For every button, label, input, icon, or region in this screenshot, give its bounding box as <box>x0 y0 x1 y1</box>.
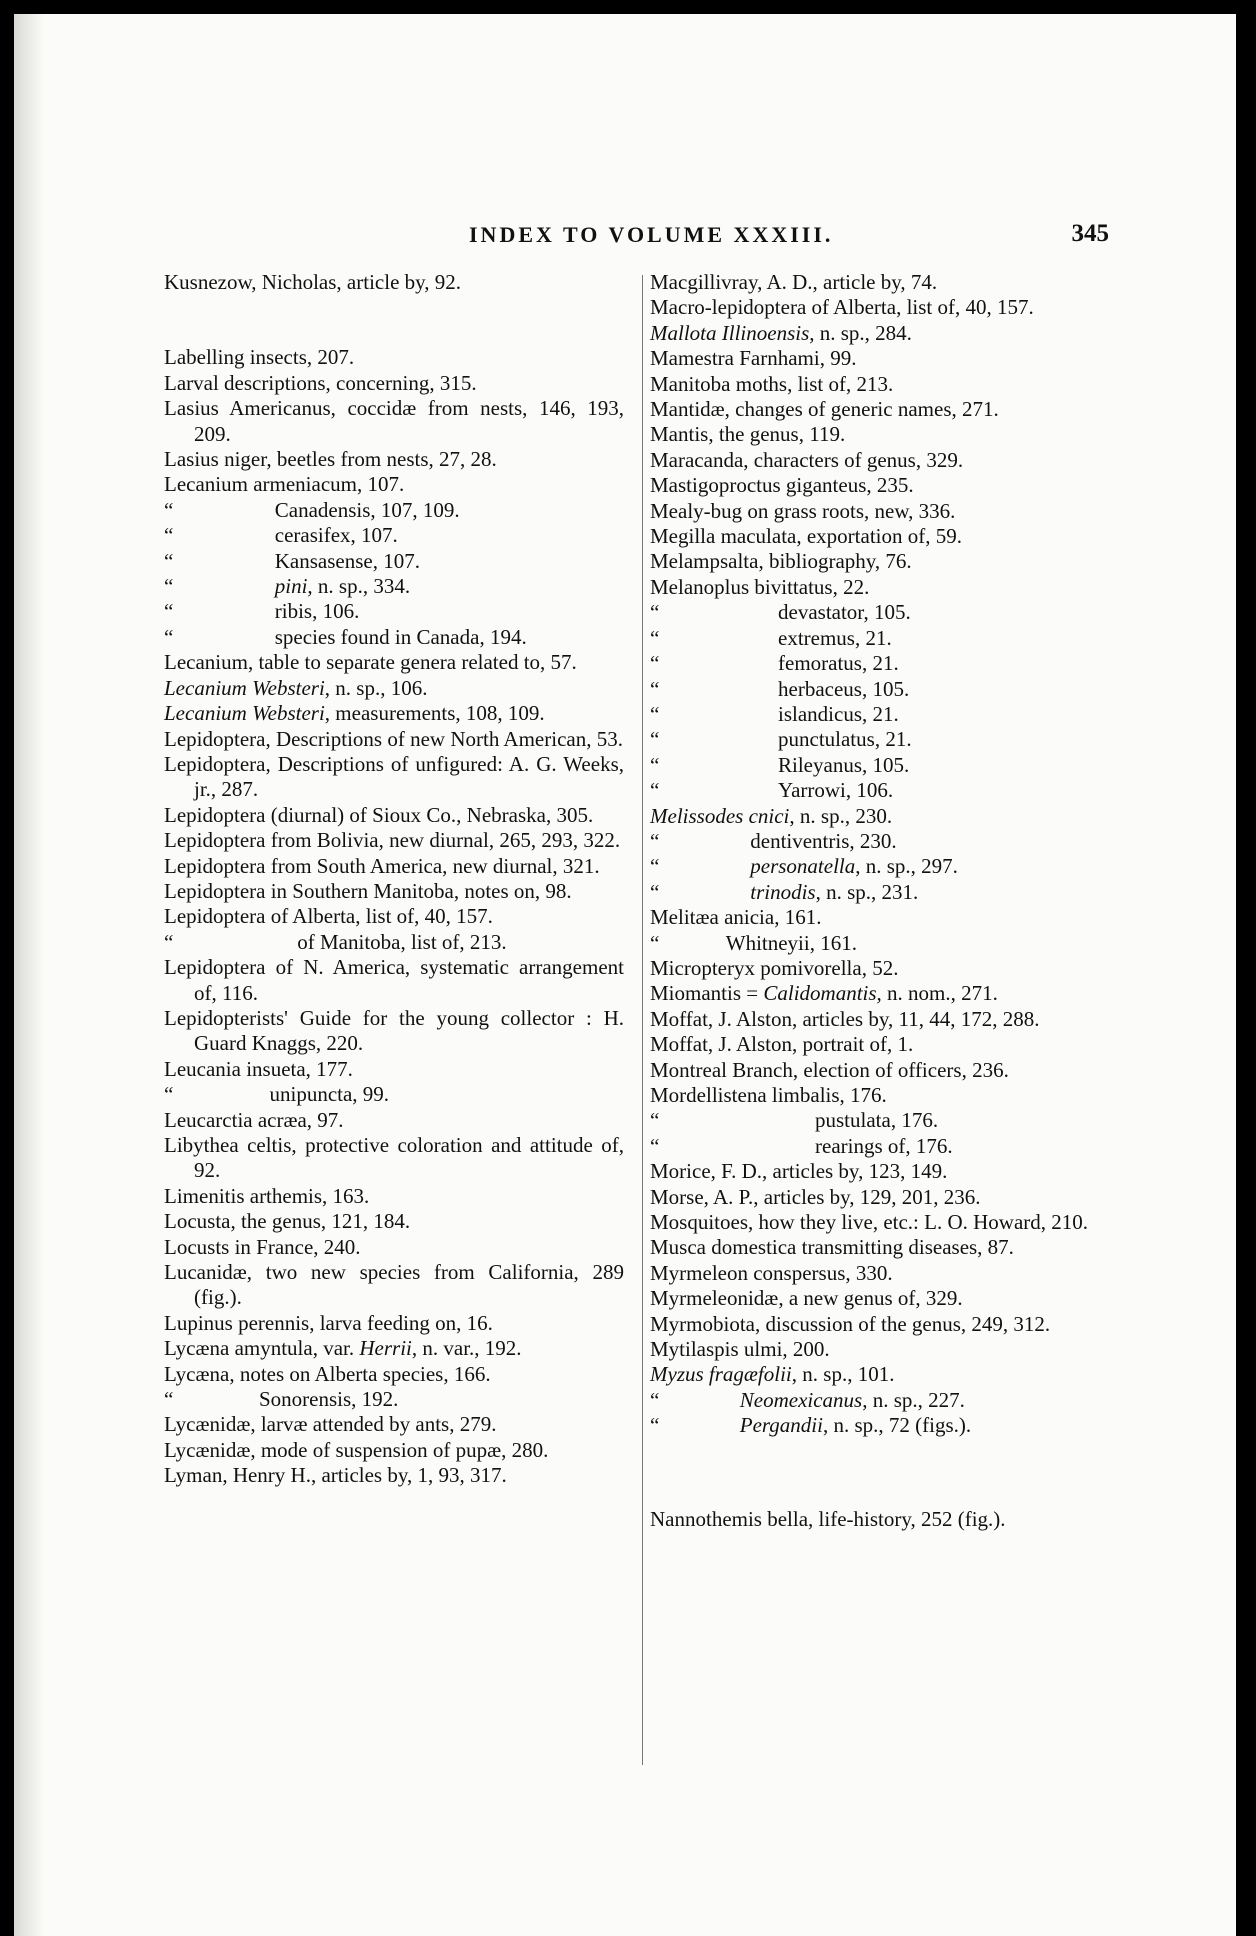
index-entry: Lepidoptera (diurnal) of Sioux Co., Nebraska, 305. <box>164 802 594 827</box>
index-entry: Nannothemis bella, life-history, 252 (fig.). <box>650 1506 1006 1531</box>
index-entry: Lepidoptera from Bolivia, new diurnal, 265, 293, 322. <box>164 828 621 853</box>
column-divider <box>642 275 643 1765</box>
index-subentry: “ trinodis, n. sp., 231. <box>650 879 919 904</box>
index-entry: Locusts in France, 240. <box>164 1234 361 1259</box>
index-subentry: “ of Manitoba, list of, 213. <box>164 929 507 954</box>
index-entry: Lecanium Websteri, n. sp., 106. <box>164 675 428 700</box>
index-entry: Miomantis = Calidomantis, n. nom., 271. <box>650 981 998 1006</box>
index-entry: Lupinus perennis, larva feeding on, 16. <box>164 1310 493 1335</box>
index-subentry: “ femoratus, 21. <box>650 651 899 676</box>
index-entry: Musca domestica transmitting diseases, 87. <box>650 1235 1014 1260</box>
index-entry: Leucania insueta, 177. <box>164 1056 353 1081</box>
index-subentry: “ species found in Canada, 194. <box>164 624 527 649</box>
index-subentry: “ devastator, 105. <box>650 600 911 625</box>
index-subentry: “ ribis, 106. <box>164 599 360 624</box>
index-entry: Lycænidæ, mode of suspension of pupæ, 280. <box>164 1437 549 1462</box>
index-subentry: “ unipuncta, 99. <box>164 1082 390 1107</box>
index-entry: Mamestra Farnhami, 99. <box>650 346 857 371</box>
index-subentry: “ dentiventris, 230. <box>650 828 897 853</box>
index-subentry: “ pini, n. sp., 334. <box>164 574 411 599</box>
index-entry: Lecanium Websteri, measurements, 108, 109. <box>164 701 545 726</box>
index-entry: Lasius Americanus, coccidæ from nests, 146, 193, 209. <box>164 396 624 446</box>
index-subentry: “ Sonorensis, 192. <box>164 1387 399 1412</box>
index-entry: Lepidoptera, Descriptions of unfigured: A. G. Weeks, jr., 287. <box>164 751 624 802</box>
index-subentry: “ herbaceus, 105. <box>650 676 910 701</box>
index-subentry: “ Pergandii, n. sp., 72 (figs.). <box>650 1413 972 1438</box>
index-entry: Myrmeleonidæ, a new genus of, 329. <box>650 1286 963 1311</box>
index-entry: Melampsalta, bibliography, 76. <box>650 549 912 574</box>
index-entry: Moffat, J. Alston, portrait of, 1. <box>650 1032 914 1057</box>
index-subentry: “ rearings of, 176. <box>650 1133 953 1158</box>
index-entry: Lucanidæ, two new species from California, 289 (fig.). <box>164 1260 624 1310</box>
index-entry: Lyman, Henry H., articles by, 1, 93, 317. <box>164 1463 507 1488</box>
left-column <box>164 270 624 1489</box>
index-subentry: “ islandicus, 21. <box>650 701 899 726</box>
index-entry: Mastigoproctus giganteus, 235. <box>650 473 914 498</box>
index-entry: Lecanium, table to separate genera related to, 57. <box>164 650 577 675</box>
index-page <box>14 0 1236 1936</box>
page-number: 345 <box>1071 220 1109 247</box>
index-subentry: “ Rileyanus, 105. <box>650 752 910 777</box>
index-entry: Lepidoptera of Alberta, list of, 40, 157. <box>164 904 493 929</box>
index-entry: Mantidæ, changes of generic names, 271. <box>650 397 999 422</box>
index-entry: Lecanium armeniacum, 107. <box>164 472 405 497</box>
index-entry: Melanoplus bivittatus, 22. <box>650 574 870 599</box>
index-entry: Lepidoptera in Southern Manitoba, notes on, 98. <box>164 878 572 903</box>
page-header <box>179 222 1109 258</box>
running-title: INDEX TO VOLUME XXXIII. <box>469 222 834 247</box>
index-entry: Mallota Illinoensis, n. sp., 284. <box>650 320 912 345</box>
index-subentry: “ extremus, 21. <box>650 625 892 650</box>
index-entry: Mytilaspis ulmi, 200. <box>650 1337 830 1362</box>
index-entry: Macro-lepidoptera of Alberta, list of, 40, 157. <box>650 295 1034 320</box>
index-entry: Myzus fragæfolii, n. sp., 101. <box>650 1362 895 1387</box>
index-subentry: “ personatella, n. sp., 297. <box>650 854 958 879</box>
index-entry: Morse, A. P., articles by, 129, 201, 236. <box>650 1184 981 1209</box>
index-entry: Montreal Branch, election of officers, 236. <box>650 1057 1009 1082</box>
index-entry: Morice, F. D., articles by, 123, 149. <box>650 1159 948 1184</box>
index-subentry: “ Neomexicanus, n. sp., 227. <box>650 1387 965 1412</box>
index-entry: Leucarctia acræa, 97. <box>164 1107 344 1132</box>
index-subentry: “ pustulata, 176. <box>650 1108 939 1133</box>
index-entry: Lepidoptera of N. America, systematic arrangement of, 116. <box>164 955 624 1005</box>
index-entry: Megilla maculata, exportation of, 59. <box>650 524 962 549</box>
index-entry: Mealy-bug on grass roots, new, 336. <box>650 498 956 523</box>
index-entry: Mordellistena limbalis, 176. <box>650 1083 887 1107</box>
index-entry: Melissodes cnici, n. sp., 230. <box>650 803 893 828</box>
index-entry: Mantis, the genus, 119. <box>650 422 846 447</box>
index-entry: Limenitis arthemis, 163. <box>164 1183 370 1208</box>
index-entry: Maracanda, characters of genus, 329. <box>650 447 964 472</box>
index-entry: Manitoba moths, list of, 213. <box>650 371 894 396</box>
index-entry: Lycæna amyntula, var. Herrii, n. var., 192. <box>164 1336 522 1361</box>
index-entry: Lasius niger, beetles from nests, 27, 28. <box>164 447 497 472</box>
index-subentry: “ Kansasense, 107. <box>164 548 420 573</box>
index-subentry: “ punctulatus, 21. <box>650 727 912 752</box>
index-entry: Myrmobiota, discussion of the genus, 249, 312. <box>650 1311 1051 1336</box>
index-entry: Myrmeleon conspersus, 330. <box>650 1260 893 1285</box>
index-subentry: “ Whitneyii, 161. <box>650 930 857 955</box>
index-entry: Lepidopterists' Guide for the young collector : H. Guard Knaggs, 220. <box>164 1005 624 1056</box>
index-subentry: “ Yarrowi, 106. <box>650 778 894 803</box>
index-subentry: “ Canadensis, 107, 109. <box>164 497 460 522</box>
index-entry: Labelling insects, 207. <box>164 345 355 370</box>
index-entry: Libythea celtis, protective coloration and attitude of, 92. <box>164 1133 624 1183</box>
right-column <box>650 270 1110 1532</box>
index-entry: Mosquitoes, how they live, etc.: L. O. Howard, 210. <box>650 1210 1089 1235</box>
index-entry: Lepidoptera from South America, new diurnal, 321. <box>164 853 600 878</box>
index-entry: Micropteryx pomivorella, 52. <box>650 955 899 980</box>
index-entry: Melitæa anicia, 161. <box>650 905 822 930</box>
index-subentry: “ cerasifex, 107. <box>164 523 398 548</box>
index-entry: Locusta, the genus, 121, 184. <box>164 1209 411 1234</box>
index-entry: Kusnezow, Nicholas, article by, 92. <box>164 270 462 294</box>
index-entry: Macgillivray, A. D., article by, 74. <box>650 270 938 294</box>
index-entry: Lepidoptera, Descriptions of new North American, 53. <box>164 726 623 751</box>
index-entry: Larval descriptions, concerning, 315. <box>164 370 477 395</box>
index-entry: Lycænidæ, larvæ attended by ants, 279. <box>164 1412 497 1437</box>
index-entry: Moffat, J. Alston, articles by, 11, 44, 172, 288. <box>650 1006 1040 1031</box>
index-entry: Lycæna, notes on Alberta species, 166. <box>164 1361 491 1386</box>
